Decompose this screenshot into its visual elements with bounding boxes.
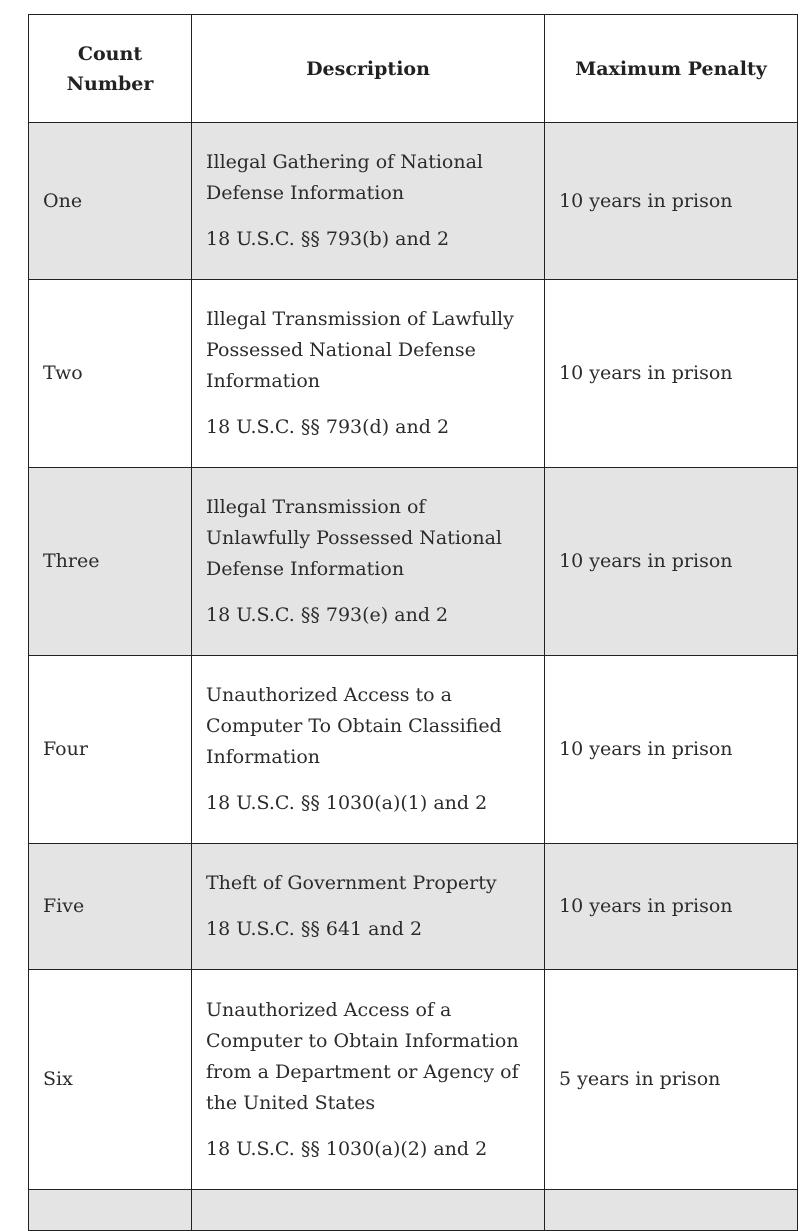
- statute-citation: 18 U.S.C. §§ 793(d) and 2: [206, 416, 450, 438]
- header-count-number: Count Number: [29, 15, 192, 123]
- penalty-cell: 10 years in prison: [545, 280, 798, 468]
- table-row-partial: [29, 1190, 798, 1231]
- penalty-cell: 10 years in prison: [545, 123, 798, 280]
- description-cell: [192, 123, 545, 280]
- count-cell: One: [29, 123, 192, 280]
- penalty-cell: 5 years in prison: [545, 970, 798, 1190]
- table-row: [29, 844, 798, 970]
- table-row: [29, 468, 798, 656]
- description-cell: [192, 468, 545, 656]
- description-cell: [192, 1190, 545, 1231]
- description-cell: [192, 970, 545, 1190]
- table-row: [29, 656, 798, 844]
- charge-title: Unauthorized Access to a Computer To Obtain Classified Information: [206, 684, 502, 768]
- header-row: [29, 15, 798, 123]
- penalty-cell: [545, 1190, 798, 1231]
- table-row: [29, 280, 798, 468]
- header-maximum-penalty: Maximum Penalty: [545, 15, 798, 123]
- count-cell: Two: [29, 280, 192, 468]
- penalty-cell: 10 years in prison: [545, 844, 798, 970]
- penalty-cell: 10 years in prison: [545, 468, 798, 656]
- description-cell: [192, 844, 545, 970]
- statute-citation: 18 U.S.C. §§ 1030(a)(2) and 2: [206, 1137, 488, 1160]
- charge-title: Illegal Transmission of Unlawfully Possessed National Defense Information: [206, 496, 503, 580]
- statute-citation: 18 U.S.C. §§ 1030(a)(1) and 2: [206, 792, 488, 814]
- statute-citation: 18 U.S.C. §§ 793(b) and 2: [206, 228, 450, 250]
- charge-title: Illegal Gathering of National Defense Information: [206, 151, 483, 204]
- count-cell: Four: [29, 656, 192, 844]
- description-cell: [192, 656, 545, 844]
- charge-title: Unauthorized Access of a Computer to Obtain Information from a Department or Agency of the United States: [206, 998, 519, 1114]
- count-cell: Five: [29, 844, 192, 970]
- header-description: Description: [192, 15, 545, 123]
- charge-title: Theft of Government Property: [206, 872, 497, 894]
- charges-table: [28, 14, 798, 1231]
- count-cell: [29, 1190, 192, 1231]
- charge-title: Illegal Transmission of Lawfully Possessed National Defense Information: [206, 308, 514, 392]
- count-cell: Six: [29, 970, 192, 1190]
- penalty-cell: 10 years in prison: [545, 656, 798, 844]
- description-cell: [192, 280, 545, 468]
- table-row: [29, 970, 798, 1190]
- table-row: [29, 123, 798, 280]
- count-cell: Three: [29, 468, 192, 656]
- statute-citation: 18 U.S.C. §§ 641 and 2: [206, 918, 423, 940]
- statute-citation: 18 U.S.C. §§ 793(e) and 2: [206, 604, 449, 626]
